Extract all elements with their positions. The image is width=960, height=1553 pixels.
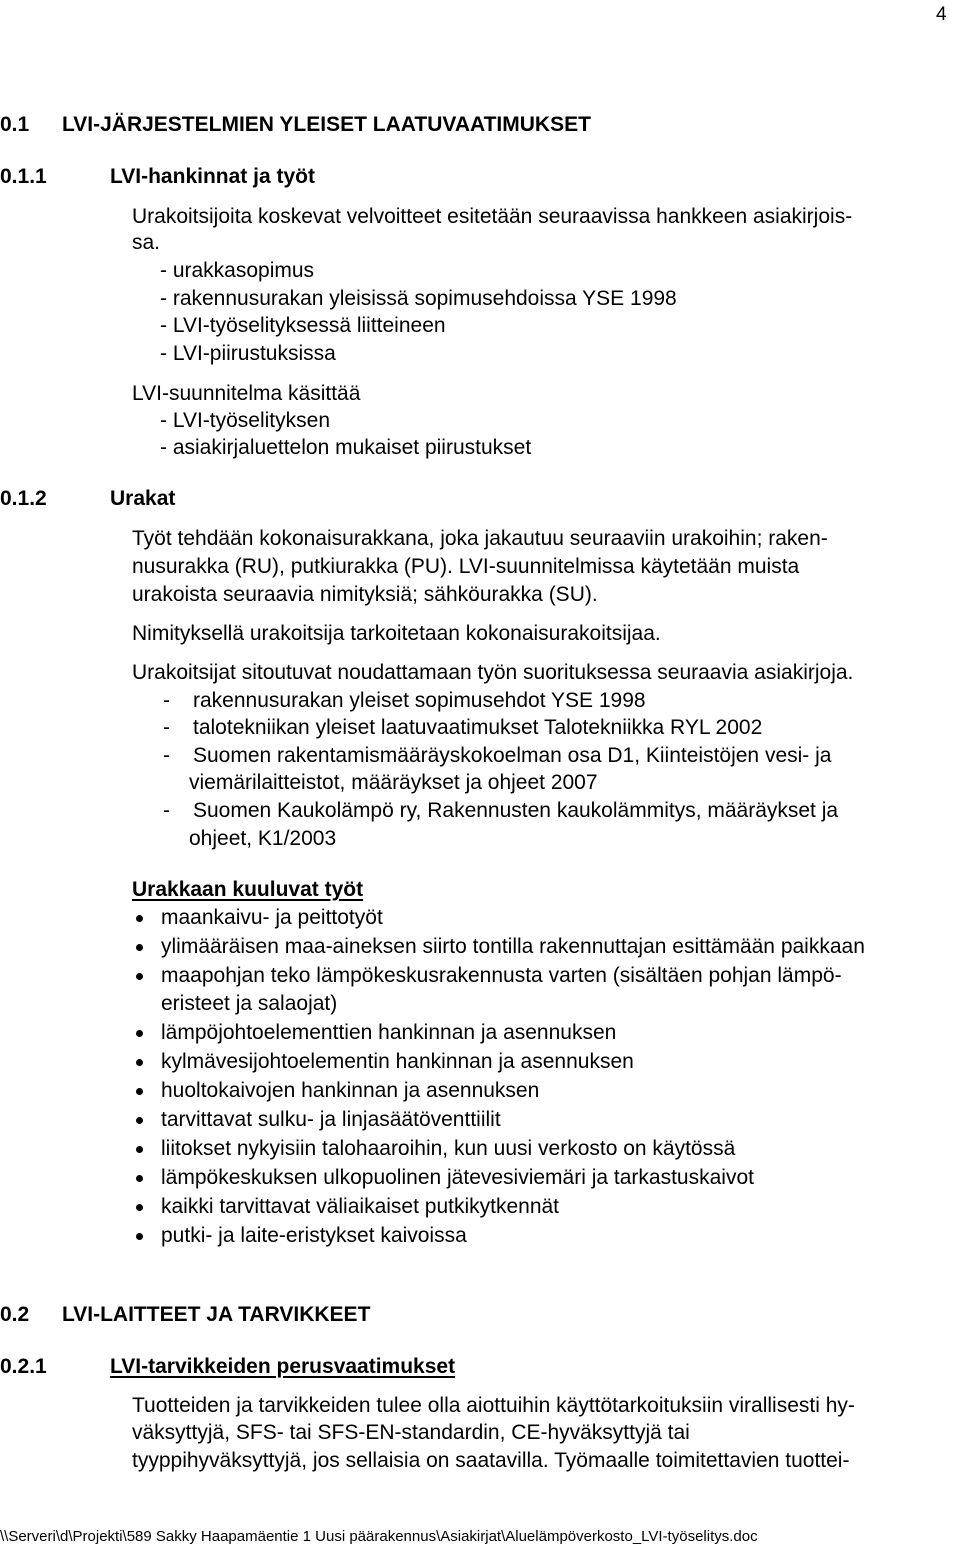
paragraph-line: Urakoitsijoita koskevat velvoitteet esitetään seuraavissa hankkeen asiakirjois- bbox=[132, 205, 853, 228]
subsection-title: LVI-hankinnat ja työt bbox=[110, 165, 315, 188]
section-number: 0.2 bbox=[0, 1303, 30, 1326]
bullet-icon bbox=[136, 915, 143, 922]
bullet-icon bbox=[136, 1233, 143, 1240]
section-title: LVI-LAITTEET JA TARVIKKEET bbox=[62, 1303, 371, 1326]
list-item: talotekniikan yleiset laatuvaatimukset Talotekniikka RYL 2002 bbox=[193, 716, 763, 739]
list-item: - rakennusurakan yleisissä sopimusehdoissa YSE 1998 bbox=[160, 287, 677, 310]
list-item: - LVI-työselityksessä liitteineen bbox=[160, 314, 446, 337]
page-number: 4 bbox=[936, 4, 947, 25]
list-dash: - bbox=[163, 716, 170, 739]
section-title: LVI-JÄRJESTELMIEN YLEISET LAATUVAATIMUKSET bbox=[62, 113, 591, 136]
bullet-item: ylimääräisen maa-aineksen siirto tontilla rakennuttajan esittämään paikkaan bbox=[161, 935, 865, 958]
list-item: Suomen Kaukolämpö ry, Rakennusten kaukolämmitys, määräykset ja bbox=[193, 799, 839, 822]
bullet-item: kylmävesijohtoelementin hankinnan ja asennuksen bbox=[161, 1050, 634, 1073]
bullet-icon bbox=[136, 973, 143, 980]
list-item: - asiakirjaluettelon mukaiset piirustukset bbox=[160, 436, 532, 459]
bullet-icon bbox=[136, 1030, 143, 1037]
list-item: - LVI-piirustuksissa bbox=[160, 342, 336, 365]
list-item: rakennusurakan yleiset sopimusehdot YSE 1998 bbox=[193, 689, 646, 712]
subsection-title: LVI-tarvikkeiden perusvaatimukset bbox=[110, 1355, 456, 1378]
works-heading: Urakkaan kuuluvat työt bbox=[132, 878, 364, 901]
subsection-number: 0.1.2 bbox=[0, 487, 47, 510]
bullet-icon bbox=[136, 1204, 143, 1211]
footer-file-path: \\Serveri\d\Projekti\589 Sakky Haapamäentie 1 Uusi päärakennus\Asiakirjat\Aluelämpöverkosto_LVI-työselitys.doc bbox=[0, 1528, 758, 1545]
subsection-number: 0.1.1 bbox=[0, 165, 47, 188]
bullet-item: tarvittavat sulku- ja linjasäätöventtiilit bbox=[161, 1108, 501, 1131]
bullet-item: lämpökeskuksen ulkopuolinen jätevesiviemäri ja tarkastuskaivot bbox=[161, 1166, 754, 1189]
paragraph-line: sa. bbox=[132, 231, 161, 254]
list-item: - urakkasopimus bbox=[160, 259, 315, 282]
bullet-icon bbox=[136, 1175, 143, 1182]
bullet-item-continued: eristeet ja salaojat) bbox=[161, 992, 338, 1015]
bullet-icon bbox=[136, 1059, 143, 1066]
bullet-item: huoltokaivojen hankinnan ja asennuksen bbox=[161, 1079, 540, 1102]
list-dash: - bbox=[163, 799, 170, 822]
paragraph-line: väksyttyjä, SFS- tai SFS-EN-standardin, CE-hyväksyttyjä tai bbox=[132, 1421, 690, 1444]
bullet-item: kaikki tarvittavat väliaikaiset putkikytkennät bbox=[161, 1195, 560, 1218]
bullet-icon bbox=[136, 1088, 143, 1095]
bullet-item: lämpöjohtoelementtien hankinnan ja asennuksen bbox=[161, 1021, 617, 1044]
list-dash: - bbox=[163, 744, 170, 767]
paragraph-line: Työt tehdään kokonaisurakkana, joka jakautuu seuraaviin urakoihin; raken- bbox=[132, 527, 828, 550]
paragraph-line: nusurakka (RU), putkiurakka (PU). LVI-suunnitelmissa käytetään muista bbox=[132, 555, 800, 578]
bullet-icon bbox=[136, 1117, 143, 1124]
paragraph-line: LVI-suunnitelma käsittää bbox=[132, 382, 361, 405]
subsection-title: Urakat bbox=[110, 487, 176, 510]
paragraph-line: Urakoitsijat sitoutuvat noudattamaan työn suorituksessa seuraavia asiakirjoja. bbox=[132, 661, 854, 684]
bullet-item: liitokset nykyisiin talohaaroihin, kun uusi verkosto on käytössä bbox=[161, 1137, 736, 1160]
list-item-continued: viemärilaitteistot, määräykset ja ohjeet 2007 bbox=[189, 771, 598, 794]
subsection-number: 0.2.1 bbox=[0, 1355, 47, 1378]
bullet-icon bbox=[136, 944, 143, 951]
list-item: - LVI-työselityksen bbox=[160, 409, 330, 432]
bullet-icon bbox=[136, 1146, 143, 1153]
paragraph-line: tyyppihyväksyttyjä, jos sellaisia on saatavilla. Työmaalle toimitettavien tuottei- bbox=[132, 1449, 850, 1472]
paragraph-line: urakoista seuraavia nimityksiä; sähköurakka (SU). bbox=[132, 583, 598, 606]
bullet-item: maankaivu- ja peittotyöt bbox=[161, 906, 383, 929]
list-dash: - bbox=[163, 689, 170, 712]
bullet-item: maapohjan teko lämpökeskusrakennusta varten (sisältäen pohjan lämpö- bbox=[161, 964, 842, 987]
paragraph-line: Nimityksellä urakoitsija tarkoitetaan kokonaisurakoitsijaa. bbox=[132, 622, 661, 645]
list-item: Suomen rakentamismääräyskokoelman osa D1, Kiinteistöjen vesi- ja bbox=[193, 744, 832, 767]
paragraph-line: Tuotteiden ja tarvikkeiden tulee olla aiottuihin käyttötarkoituksiin virallisesti hy- bbox=[132, 1394, 855, 1417]
section-number: 0.1 bbox=[0, 113, 30, 136]
list-item-continued: ohjeet, K1/2003 bbox=[189, 827, 337, 850]
bullet-item: putki- ja laite-eristykset kaivoissa bbox=[161, 1224, 467, 1247]
